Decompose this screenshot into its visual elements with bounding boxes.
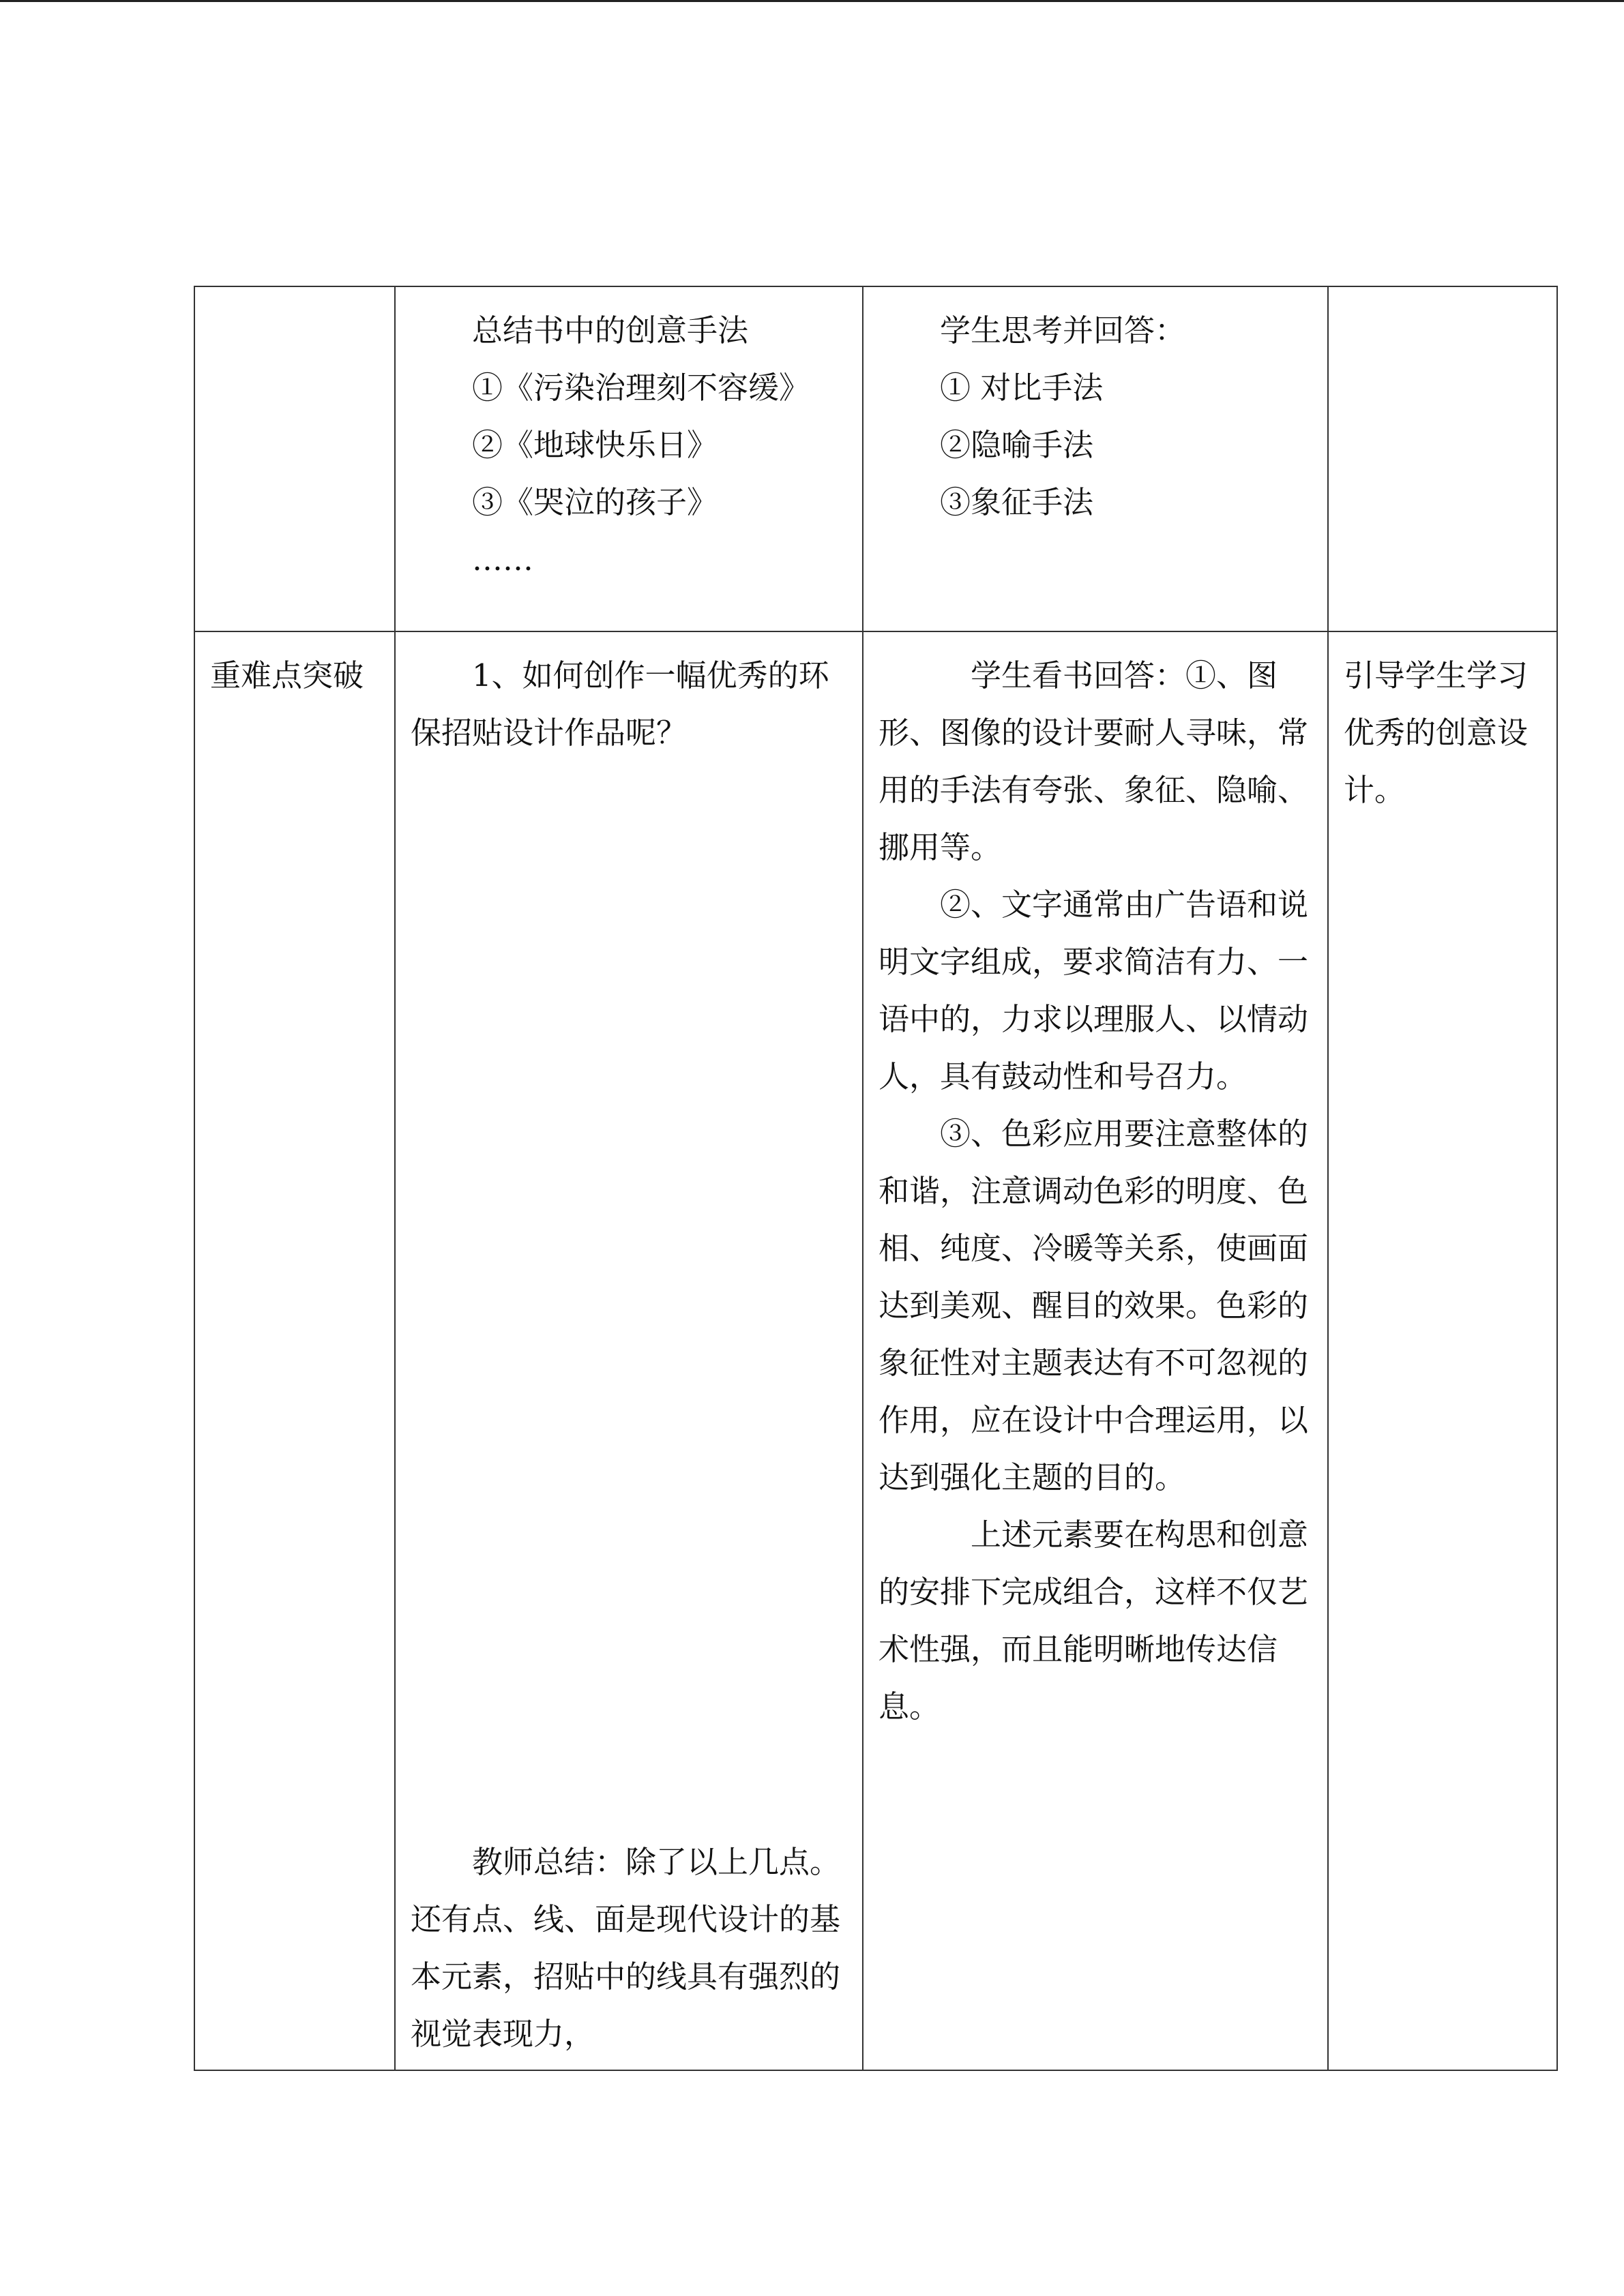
teacher-question: 1、如何创作一幅优秀的环保招贴设计作品呢？ — [411, 657, 829, 751]
stage-label: 重难点突破 — [210, 657, 364, 694]
student-activity-cell — [863, 631, 1328, 2070]
summary-heading: 总结书中的创意手法 — [472, 312, 749, 348]
example-3: ③《哭泣的孩子》 — [472, 484, 718, 520]
blank-space — [411, 762, 847, 1834]
student-answer-heading: 学生思考并回答： — [940, 312, 1186, 348]
design-intent-text: 引导学生学习优秀的创意设计。 — [1344, 657, 1529, 808]
student-answer-3: ③、色彩应用要注意整体的和谐，注意调动色彩的明度、色相、纯度、冷暖等关系，使画面达到美观、醒目的效果。色彩的象征性对主题表达有不可忽视的作用，应在设计中合理运用，以达到强化主题的目的。 — [879, 1116, 1309, 1495]
student-answer-1: 学生看书回答：①、图形、图像的设计要耐人寻味，常用的手法有夸张、象征、隐喻、挪用等。 — [879, 657, 1309, 865]
example-2: ②《地球快乐日》 — [472, 427, 718, 463]
student-answer-4: 上述元素要在构思和创意的安排下完成组合，这样不仅艺术性强，而且能明晰地传达信息。 — [879, 1517, 1309, 1725]
page-top-rule — [0, 0, 1624, 2]
ellipsis: …… — [472, 541, 533, 578]
design-intent-cell — [1328, 286, 1557, 631]
table-row — [194, 631, 1557, 2070]
table-row — [194, 286, 1557, 631]
example-1: ①《污染治理刻不容缓》 — [472, 370, 810, 406]
technique-2: ②隐喻手法 — [940, 427, 1094, 463]
teacher-summary: 教师总结：除了以上几点。还有点、线、面是现代设计的基本元素，招贴中的线具有强烈的视觉表现力， — [411, 1844, 841, 2052]
student-answer-2: ②、文字通常由广告语和说明文字组成，要求简洁有力、一语中的，力求以理服人、以情动人，具有鼓动性和号召力。 — [879, 886, 1309, 1094]
stage-cell — [194, 286, 395, 631]
stage-cell — [194, 631, 395, 2070]
lesson-plan-table — [194, 286, 1558, 2071]
technique-3: ③象征手法 — [940, 484, 1094, 520]
teacher-activity-cell — [395, 631, 863, 2070]
design-intent-cell — [1328, 631, 1557, 2070]
technique-1: ① 对比手法 — [940, 370, 1104, 406]
teacher-activity-cell — [395, 286, 863, 631]
student-activity-cell — [863, 286, 1328, 631]
